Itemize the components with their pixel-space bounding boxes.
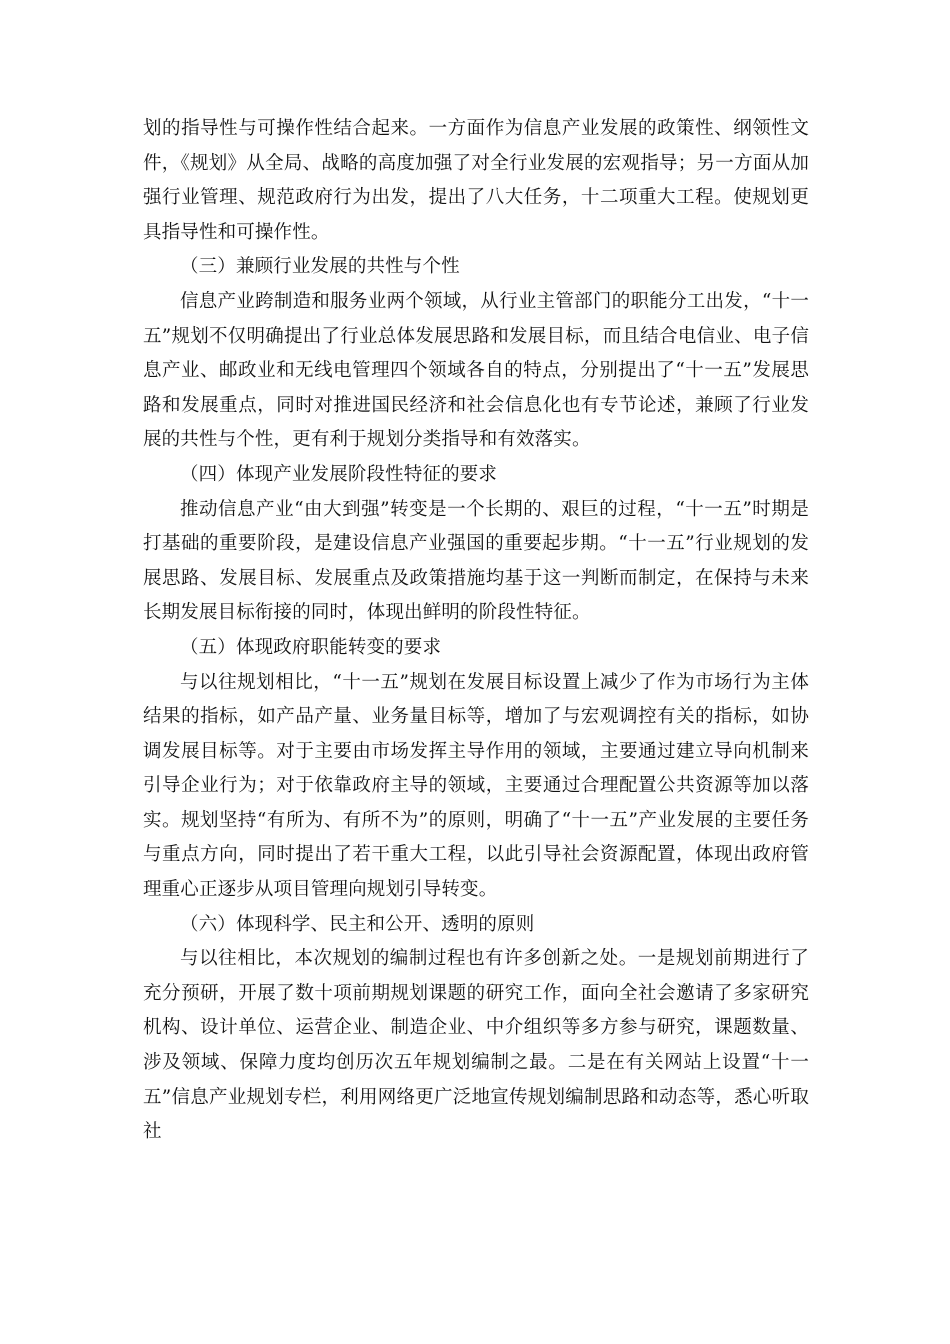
section-heading-6: （六）体现科学、民主和公开、透明的原则 xyxy=(180,913,535,935)
paragraph-section-4: 推动信息产业“由大到强”转变是一个长期的、艰巨的过程，“十一五”时期是打基础的重要阶段，是建设信息产业强国的重要起步期。“十一五”行业规划的发展思路、发展目标、发展重点及政策措施均基于这一判断而制定，在保持与未来长期发展目标衔接的同时，体现出鲜明的阶段性特征。 xyxy=(143,498,809,624)
paragraph-section-5: 与以往规划相比，“十一五”规划在发展目标设置上减少了作为市场行为主体结果的指标，如产品产量、业务量目标等，增加了与宏观调控有关的指标，如协调发展目标等。对于主要由市场发挥主导作用的领域，主要通过建立导向机制来引导企业行为；对于依靠政府主导的领域，主要通过合理配置公共资源等加以落实。规划坚持“有所为、有所不为”的原则，明确了“十一五”产业发展的主要任务与重点方向，同时提出了若干重大工程，以此引导社会资源配置，体现出政府管理重心正逐步从项目管理向规划引导转变。 xyxy=(143,671,809,901)
paragraph-section-3: 信息产业跨制造和服务业两个领域，从行业主管部门的职能分工出发，“十一五”规划不仅明确提出了行业总体发展思路和发展目标，而且结合电信业、电子信息产业、邮政业和无线电管理四个领域各自的特点，分别提出了“十一五”发展思路和发展重点，同时对推进国民经济和社会信息化也有专节论述，兼顾了行业发展的共性与个性，更有利于规划分类指导和有效落实。 xyxy=(143,290,809,451)
section-heading-3: （三）兼顾行业发展的共性与个性 xyxy=(180,256,460,278)
document-page xyxy=(143,112,809,1332)
paragraph-continuation: 划的指导性与可操作性结合起来。一方面作为信息产业发展的政策性、纲领性文件，《规划》从全局、战略的高度加强了对全行业发展的宏观指导；另一方面从加强行业管理、规范政府行为出发，提出了八大任务，十二项重大工程。使规划更具指导性和可操作性。 xyxy=(143,118,809,243)
paragraph-section-6: 与以往相比，本次规划的编制过程也有许多创新之处。一是规划前期进行了充分预研，开展了数十项前期规划课题的研究工作，面向全社会邀请了多家研究机构、设计单位、运营企业、制造企业、中介组织等多方参与研究，课题数量、涉及领域、保障力度均创历次五年规划编制之最。二是在有关网站上设置“十一五”信息产业规划专栏，利用网络更广泛地宣传规划编制思路和动态等，悉心听取社 xyxy=(143,948,809,1143)
section-heading-5: （五）体现政府职能转变的要求 xyxy=(180,636,442,658)
section-heading-4: （四）体现产业发展阶段性特征的要求 xyxy=(180,463,498,485)
